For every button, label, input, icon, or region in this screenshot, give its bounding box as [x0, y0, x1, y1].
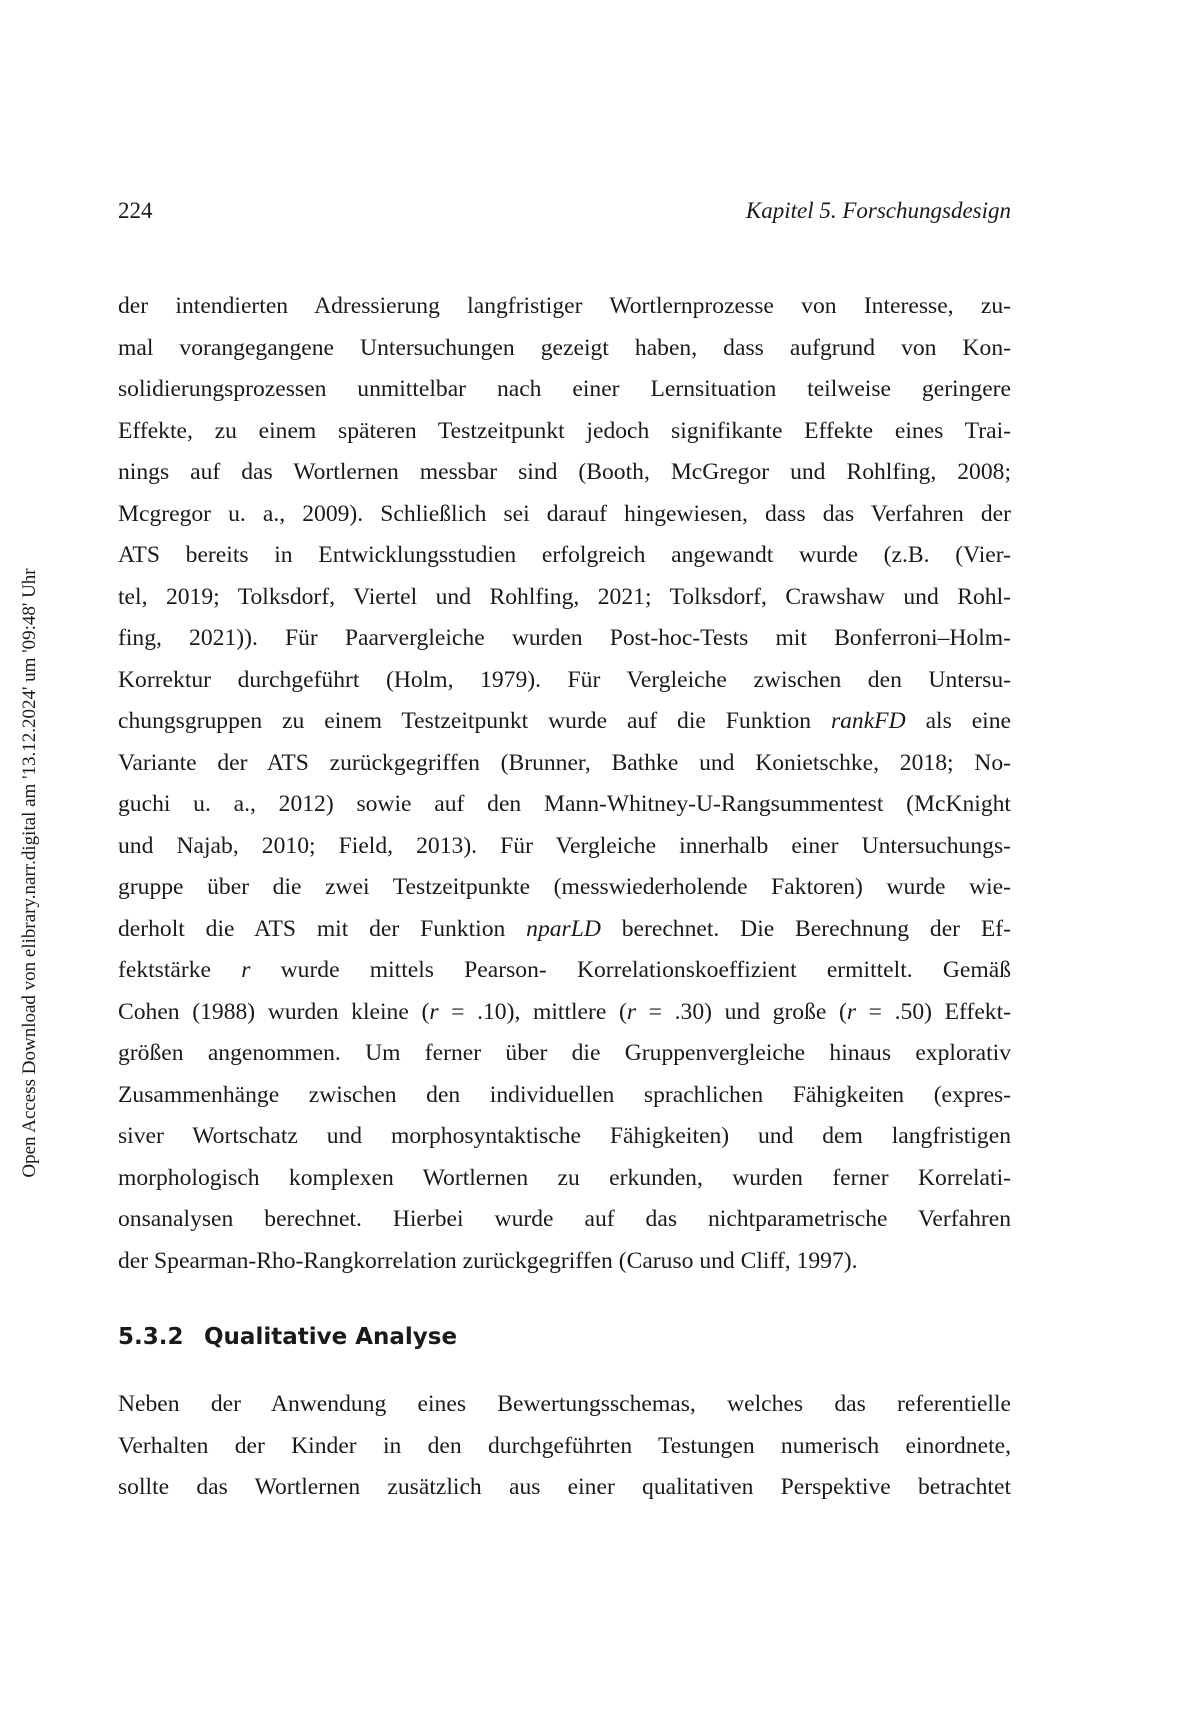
text-line: chungsgruppen zu einem Testzeitpunkt wurde auf die Funktion rankFD als eine: [118, 708, 1011, 734]
section-title: Qualitative Analyse: [204, 1324, 458, 1350]
text-line: morphologisch komplexen Wortlernen zu erkunden, wurden ferner Korrelati-: [118, 1164, 1011, 1191]
page-header: [118, 198, 1011, 230]
text-line: Korrektur durchgeführt (Holm, 1979). Für Vergleiche zwischen den Untersu-: [118, 666, 1011, 693]
text-line: größen angenommen. Um ferner über die Gruppenvergleiche hinaus explorativ: [118, 1040, 1011, 1066]
text-line: und Najab, 2010; Field, 2013). Für Vergleiche innerhalb einer Untersuchungs-: [118, 832, 1011, 859]
text-line: Effekte, zu einem späteren Testzeitpunkt jedoch signifikante Effekte eines Trai-: [118, 417, 1011, 444]
text-line: siver Wortschatz und morphosyntaktische Fähigkeiten) und dem langfristigen: [118, 1123, 1011, 1149]
text-line: guchi u. a., 2012) sowie auf den Mann-Whitney-U-Rangsummentest (McKnight: [118, 791, 1011, 817]
italic-term: r: [626, 998, 637, 1025]
text-line: nings auf das Wortlernen messbar sind (Booth, McGregor und Rohlfing, 2008;: [118, 459, 1011, 485]
text-line: fing, 2021)). Für Paarvergleiche wurden Post-hoc-Tests mit Bonferroni–Holm-: [118, 625, 1011, 651]
text-line: der Spearman-Rho-Rangkorrelation zurückgegriffen (Caruso und Cliff, 1997).: [118, 1247, 858, 1274]
italic-term: r: [241, 957, 251, 983]
download-watermark-text: Open Access Download von elibrary.narr.digital am '13.12.2024' um '09:48' Uhr: [19, 568, 40, 1178]
text-line: Neben der Anwendung eines Bewertungsschemas, welches das referentielle: [118, 1391, 1011, 1417]
text-line: mal vorangegangene Untersuchungen gezeigt haben, dass aufgrund von Kon-: [118, 334, 1011, 361]
italic-term: r: [429, 998, 439, 1025]
text-line: Mcgregor u. a., 2009). Schließlich sei darauf hingewiesen, dass das Verfahren der: [118, 500, 1011, 527]
text-line: onsanalysen berechnet. Hierbei wurde auf das nichtparametrische Verfahren: [118, 1206, 1011, 1232]
text-line: derholt die ATS mit der Funktion nparLD berechnet. Die Berechnung der Ef-: [118, 915, 1011, 942]
italic-term: r: [846, 998, 857, 1025]
section-number: 5.3.2: [118, 1324, 184, 1350]
text-line: solidierungsprozessen unmittelbar nach einer Lernsituation teilweise geringere: [118, 376, 1011, 402]
text-line: Variante der ATS zurückgegriffen (Brunner, Bathke und Konietschke, 2018; No-: [118, 749, 1011, 776]
page-number: 224: [118, 198, 153, 223]
body-paragraph-2: [118, 1384, 1011, 1509]
section-heading: [118, 1324, 457, 1350]
text-line: tel, 2019; Tolksdorf, Viertel und Rohlfing, 2021; Tolksdorf, Crawshaw und Rohl-: [118, 583, 1011, 610]
text-line: ATS bereits in Entwicklungsstudien erfolgreich angewandt wurde (z.B. (Vier-: [118, 542, 1011, 568]
running-title: Kapitel 5. Forschungsdesign: [745, 198, 1011, 223]
text-line: sollte das Wortlernen zusätzlich aus einer qualitativen Perspektive betrachtet: [118, 1474, 1011, 1500]
italic-term: nparLD: [526, 915, 601, 942]
text-line: Zusammenhänge zwischen den individuellen sprachlichen Fähigkeiten (expres-: [118, 1081, 1011, 1108]
text-line: fektstärke r wurde mittels Pearson- Korrelationskoeffizient ermittelt. Gemäß: [118, 957, 1011, 983]
text-line: gruppe über die zwei Testzeitpunkte (messwiederholende Faktoren) wurde wie-: [118, 874, 1011, 900]
body-paragraph-1: [118, 286, 1011, 1282]
text-line: Verhalten der Kinder in den durchgeführten Testungen numerisch einordnete,: [118, 1432, 1011, 1459]
text-line: der intendierten Adressierung langfristiger Wortlernprozesse von Interesse, zu-: [118, 293, 1011, 319]
italic-term: rankFD: [830, 708, 906, 734]
text-line: Cohen (1988) wurden kleine (r = .10), mittlere (r = .30) und große (r = .50) Effekt-: [118, 998, 1011, 1025]
